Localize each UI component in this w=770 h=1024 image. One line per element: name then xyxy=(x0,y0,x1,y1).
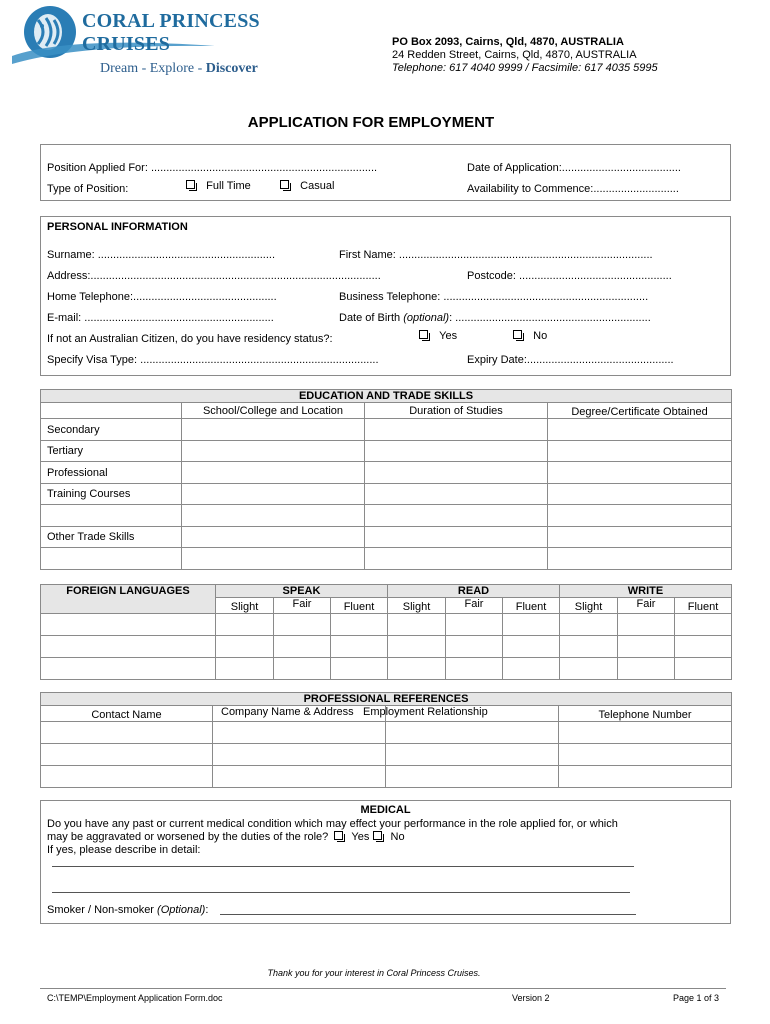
cell[interactable] xyxy=(182,505,365,527)
references-col-relationship: Employment Relationship xyxy=(386,706,559,722)
cell[interactable] xyxy=(548,527,732,548)
speak-slight: Slight xyxy=(216,598,274,614)
cell[interactable] xyxy=(446,614,503,636)
write-slight: Slight xyxy=(560,598,618,614)
medical-question-line1: Do you have any past or current medical condition which may effect your performance in the role applied for, or which xyxy=(47,818,618,830)
cell[interactable] xyxy=(213,722,386,744)
education-col-duration: Duration of Studies xyxy=(365,403,548,419)
cell[interactable] xyxy=(365,419,548,441)
write-fluent: Fluent xyxy=(675,598,732,614)
table-row xyxy=(41,722,732,744)
read-header: READ xyxy=(388,585,560,598)
full-time-checkbox[interactable] xyxy=(186,180,195,189)
cell[interactable] xyxy=(446,636,503,658)
table-row xyxy=(41,505,732,527)
residency-yes-checkbox[interactable] xyxy=(419,330,428,339)
row-label: Professional xyxy=(41,462,182,484)
read-fair: Fair xyxy=(446,598,503,614)
speak-header: SPEAK xyxy=(216,585,388,598)
address-field[interactable]: Address:............................................................................................... xyxy=(47,270,381,282)
row-label: Other Trade Skills xyxy=(41,527,182,548)
cell[interactable] xyxy=(386,744,559,766)
company-tagline: Dream - Explore - Discover xyxy=(100,61,258,76)
cell[interactable] xyxy=(331,614,388,636)
languages-table xyxy=(40,584,732,680)
first-name-field[interactable]: First Name: ................................................................................... xyxy=(339,249,653,261)
company-address: PO Box 2093, Cairns, Qld, 4870, AUSTRALIA 24 Redden Street, Cairns, Qld, 4870, AUSTRALIA Telephone: 617 4040 9999 / Facsimile: 617 4035 5995 xyxy=(392,36,658,74)
education-col-degree: Degree/Certificate Obtained xyxy=(548,403,732,419)
table-row xyxy=(41,548,732,570)
cell[interactable] xyxy=(213,744,386,766)
cell[interactable] xyxy=(182,527,365,548)
table-row xyxy=(41,419,732,441)
home-telephone-field[interactable]: Home Telephone:............................................... xyxy=(47,291,277,303)
cell[interactable] xyxy=(618,636,675,658)
cell[interactable] xyxy=(618,658,675,680)
table-row xyxy=(41,658,732,680)
cell[interactable] xyxy=(365,441,548,462)
cell[interactable] xyxy=(388,658,446,680)
cell[interactable] xyxy=(548,441,732,462)
cell[interactable] xyxy=(216,636,274,658)
medical-describe-label: If yes, please describe in detail: xyxy=(47,844,201,856)
cell[interactable] xyxy=(365,484,548,505)
table-row xyxy=(41,766,732,788)
cell[interactable] xyxy=(331,658,388,680)
cell[interactable] xyxy=(41,722,213,744)
cell[interactable] xyxy=(446,658,503,680)
cell[interactable] xyxy=(182,484,365,505)
languages-heading: FOREIGN LANGUAGES xyxy=(41,585,216,614)
speak-fair: Fair xyxy=(274,598,331,614)
casual-option[interactable]: Casual xyxy=(280,180,334,192)
read-slight: Slight xyxy=(388,598,446,614)
company-name: CORAL PRINCESS CRUISES xyxy=(82,10,260,55)
medical-no-checkbox[interactable] xyxy=(373,831,382,840)
personal-info-heading: PERSONAL INFORMATION xyxy=(47,221,188,233)
cell[interactable] xyxy=(559,722,732,744)
cell[interactable] xyxy=(274,658,331,680)
page-title: APPLICATION FOR EMPLOYMENT xyxy=(247,114,495,131)
cell[interactable] xyxy=(41,744,213,766)
full-time-option[interactable]: Full Time xyxy=(186,180,251,192)
references-col-company: Company Name & Address xyxy=(213,706,386,722)
cell[interactable] xyxy=(560,636,618,658)
table-row xyxy=(41,614,732,636)
cell[interactable] xyxy=(216,658,274,680)
cell[interactable] xyxy=(41,766,213,788)
medical-question-line2: may be aggravated or worsened by the duties of the role? Yes No xyxy=(47,831,405,843)
business-telephone-field[interactable]: Business Telephone: ................................................................... xyxy=(339,291,649,303)
date-of-application-field[interactable]: Date of Application:....................................... xyxy=(467,162,681,174)
footer-divider xyxy=(40,988,726,989)
footer-page-number: Page 1 of 3 xyxy=(673,993,720,1003)
cell[interactable] xyxy=(548,462,732,484)
cell[interactable] xyxy=(41,636,216,658)
cell[interactable] xyxy=(182,419,365,441)
cell[interactable] xyxy=(182,441,365,462)
email-field[interactable]: E-mail: .............................................................. xyxy=(47,312,274,324)
table-row xyxy=(41,484,732,505)
write-header: WRITE xyxy=(560,585,732,598)
cell[interactable] xyxy=(675,614,732,636)
cell[interactable] xyxy=(548,419,732,441)
cell[interactable] xyxy=(41,614,216,636)
cell[interactable] xyxy=(365,462,548,484)
residency-question: If not an Australian Citizen, do you have residency status?: xyxy=(47,333,333,345)
write-fair: Fair xyxy=(618,598,675,614)
table-row xyxy=(41,462,732,484)
cell[interactable] xyxy=(548,484,732,505)
date-of-birth-field[interactable]: Date of Birth (optional): ................................................................ xyxy=(339,312,651,324)
cell[interactable] xyxy=(365,527,548,548)
medical-detail-line-2[interactable] xyxy=(52,892,630,893)
references-col-contact: Contact Name xyxy=(41,706,213,722)
expiry-date-field[interactable]: Expiry Date:................................................ xyxy=(467,354,674,366)
table-row xyxy=(41,744,732,766)
cell[interactable] xyxy=(365,505,548,527)
medical-heading: MEDICAL xyxy=(360,804,411,816)
cell[interactable] xyxy=(559,766,732,788)
read-fluent: Fluent xyxy=(503,598,560,614)
cell[interactable] xyxy=(386,722,559,744)
cell[interactable] xyxy=(365,548,548,570)
education-heading: EDUCATION AND TRADE SKILLS xyxy=(41,390,732,403)
visa-type-field[interactable]: Specify Visa Type: .............................................................................. xyxy=(47,354,379,366)
speak-fluent: Fluent xyxy=(331,598,388,614)
education-table xyxy=(40,389,732,570)
table-row xyxy=(41,636,732,658)
medical-detail-line-1[interactable] xyxy=(52,866,634,867)
references-heading: PROFESSIONAL REFERENCES xyxy=(41,693,732,706)
cell[interactable] xyxy=(559,744,732,766)
cell[interactable] xyxy=(560,614,618,636)
cell[interactable] xyxy=(274,636,331,658)
cell[interactable] xyxy=(216,614,274,636)
thank-you-note: Thank you for your interest in Coral Princess Cruises. xyxy=(267,968,481,978)
cell[interactable] xyxy=(548,505,732,527)
cell[interactable] xyxy=(503,658,560,680)
footer-version: Version 2 xyxy=(512,993,550,1003)
position-applied-field[interactable]: Position Applied For: .......................................................................... xyxy=(47,162,378,174)
residency-no-checkbox[interactable] xyxy=(513,330,522,339)
cell[interactable] xyxy=(503,614,560,636)
cell[interactable] xyxy=(386,766,559,788)
footer-file-path: C:\TEMP\Employment Application Form.doc xyxy=(47,993,223,1003)
residency-no-option[interactable]: No xyxy=(513,330,547,342)
cell[interactable] xyxy=(618,614,675,636)
cell[interactable] xyxy=(560,658,618,680)
table-row xyxy=(41,527,732,548)
row-label: Training Courses xyxy=(41,484,182,505)
smoker-label: Smoker / Non-smoker (Optional): xyxy=(47,904,209,916)
cell[interactable] xyxy=(675,658,732,680)
cell[interactable] xyxy=(388,614,446,636)
references-table xyxy=(40,692,732,788)
education-col-school: School/College and Location xyxy=(182,403,365,419)
row-label: Tertiary xyxy=(41,441,182,462)
medical-yes-checkbox[interactable] xyxy=(334,831,343,840)
cell[interactable] xyxy=(41,658,216,680)
cell[interactable] xyxy=(548,548,732,570)
cell[interactable] xyxy=(182,462,365,484)
cell[interactable] xyxy=(503,636,560,658)
row-label xyxy=(41,548,182,570)
casual-checkbox[interactable] xyxy=(280,180,289,189)
cell[interactable] xyxy=(182,548,365,570)
type-of-position-label: Type of Position: xyxy=(47,183,129,195)
surname-field[interactable]: Surname: .......................................................... xyxy=(47,249,276,261)
cell[interactable] xyxy=(213,766,386,788)
availability-field[interactable]: Availability to Commence:............................ xyxy=(467,183,679,195)
cell[interactable] xyxy=(675,636,732,658)
row-label xyxy=(41,505,182,527)
company-logo xyxy=(8,2,298,82)
cell[interactable] xyxy=(388,636,446,658)
education-corner xyxy=(41,403,182,419)
cell[interactable] xyxy=(274,614,331,636)
references-col-telephone: Telephone Number xyxy=(559,706,732,722)
residency-yes-option[interactable]: Yes xyxy=(419,330,457,342)
smoker-input-line[interactable] xyxy=(220,914,636,915)
table-row xyxy=(41,441,732,462)
cell[interactable] xyxy=(331,636,388,658)
postcode-field[interactable]: Postcode: .................................................. xyxy=(467,270,672,282)
row-label: Secondary xyxy=(41,419,182,441)
